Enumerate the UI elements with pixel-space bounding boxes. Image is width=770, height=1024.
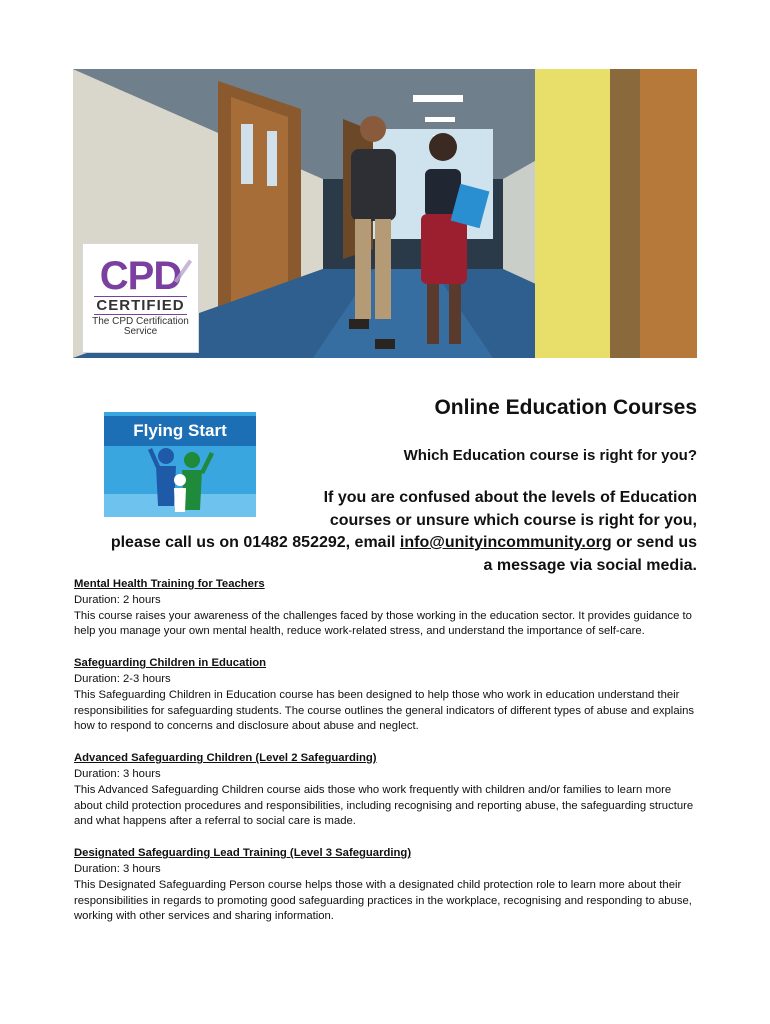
- course-duration: Duration: 3 hours: [74, 767, 161, 780]
- page-title: Online Education Courses: [434, 396, 697, 419]
- course-title: Mental Health Training for Teachers: [74, 578, 265, 590]
- course-description: This Advanced Safeguarding Children course aids those who work frequently with children and/or families to learn more about child protection procedures and responsibilities, including recognising and reporting abuse, the safeguarding structure and what happens after a referral to social care is made.: [74, 783, 694, 828]
- contact-line-1: If you are confused about the levels of Education: [323, 489, 697, 506]
- contact-line-3-suffix: or send us: [611, 534, 697, 551]
- cpd-service-line2: Service: [123, 326, 158, 337]
- course-description: This course raises your awareness of the challenges faced by those working in the education sector. It provides guidance to help you manage your own mental health, reduce work-related stress, and understand the importance of self-care.: [74, 609, 692, 638]
- cpd-certified-badge: [82, 243, 199, 353]
- contact-line-2: courses or unsure which course is right for you,: [329, 511, 697, 529]
- cpd-mark-text: CPD: [99, 254, 182, 298]
- cpd-logo-mark: [99, 254, 182, 298]
- course-item: [74, 577, 698, 640]
- page-subtitle: Which Education course is right for you?: [403, 447, 697, 464]
- contact-paragraph: [73, 487, 697, 577]
- cpd-certified-label: CERTIFIED: [96, 297, 185, 314]
- course-title: Advanced Safeguarding Children (Level 2 Safeguarding): [74, 752, 377, 765]
- cpd-service-line1: The CPD Certification: [92, 316, 189, 327]
- hero-photo: [73, 69, 697, 358]
- course-item: [74, 751, 698, 830]
- flying-start-banner: [104, 416, 256, 446]
- flying-start-text: Flying Start: [133, 421, 227, 440]
- cpd-service-label: [86, 317, 196, 337]
- contact-line-4: a message via social media.: [483, 556, 697, 574]
- course-duration: Duration: 2 hours: [74, 593, 161, 606]
- course-title: Safeguarding Children in Education: [74, 657, 267, 670]
- contact-email-link[interactable]: info@unityincommunity.org: [399, 534, 612, 551]
- course-description: This Designated Safeguarding Person course helps those with a designated child protection role to learn more about their responsibilities in regards to promoting good safeguarding practices in the workplace, recognising and responding to abuse, working with other services and sharing information.: [74, 878, 692, 923]
- course-duration: Duration: 3 hours: [74, 862, 161, 875]
- course-duration: Duration: 2-3 hours: [74, 672, 171, 685]
- course-title: Designated Safeguarding Lead Training (Level 3 Safeguarding): [74, 847, 412, 860]
- course-item: [74, 656, 698, 735]
- course-description: This Safeguarding Children in Education course has been designed to help those who work in education understand their responsibilities for safeguarding students. The course outlines the general indicators of different types of abuse and explains how to respond to concerns and disclosure about abuse and neglect.: [74, 688, 695, 733]
- course-list: [74, 577, 698, 941]
- course-item: [74, 846, 698, 925]
- contact-line-3-prefix: please call us on 01482 852292, email: [110, 534, 400, 551]
